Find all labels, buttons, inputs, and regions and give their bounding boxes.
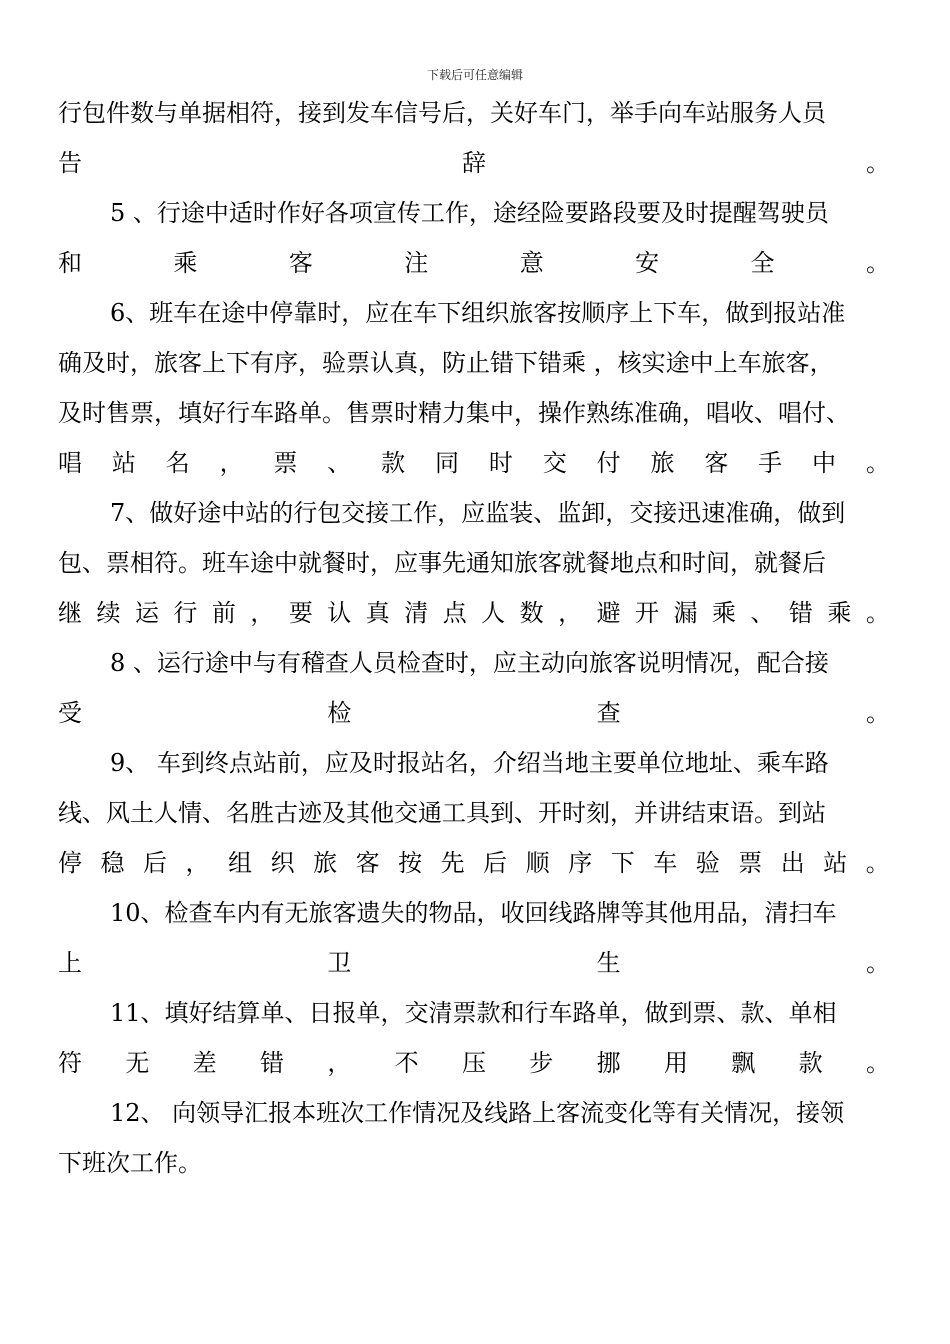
text-char: 下 bbox=[610, 849, 635, 877]
text-char: 停 bbox=[58, 849, 82, 877]
text-line bbox=[58, 1038, 890, 1088]
text-line: 10、检查车内有无旅客遗失的物品，收回线路牌等其他用品，清扫车 bbox=[110, 899, 837, 927]
text-line: 5 、行途中适时作好各项宣传工作，途经险要路段要及时提醒驾驶员 bbox=[110, 199, 829, 227]
text-char: 款 bbox=[798, 1049, 823, 1077]
text-char: 后 bbox=[143, 849, 168, 877]
text-line: 确及时，旅客上下有序，验票认真，防止错下错乘 ，核实途中上车旅客， bbox=[58, 349, 834, 377]
text-char: 清 bbox=[404, 599, 429, 627]
text-char: 顺 bbox=[525, 849, 550, 877]
text-char: 。 bbox=[865, 949, 890, 977]
text-char: 飘 bbox=[731, 1049, 756, 1077]
text-char: 续 bbox=[96, 599, 121, 627]
text-char: 真 bbox=[365, 599, 390, 627]
text-char: 织 bbox=[270, 849, 295, 877]
text-char: ， bbox=[219, 449, 244, 477]
text-char: 后 bbox=[483, 849, 508, 877]
text-char: 受 bbox=[58, 699, 82, 727]
text-char: 前 bbox=[211, 599, 236, 627]
text-char: 。 bbox=[865, 849, 890, 877]
text-char: 旅 bbox=[313, 849, 338, 877]
text-char: ， bbox=[558, 599, 583, 627]
text-char: 运 bbox=[134, 599, 159, 627]
text-line: 下班次工作。 bbox=[58, 1149, 202, 1177]
text-char: 。 bbox=[865, 249, 890, 277]
text-line bbox=[58, 238, 890, 288]
text-char: 安 bbox=[635, 249, 660, 277]
text-char: 组 bbox=[228, 849, 253, 877]
text-char: 卫 bbox=[327, 949, 352, 977]
text-line: 11、填好结算单、日报单，交清票款和行车路单，做到票、款、单相 bbox=[110, 999, 837, 1027]
text-line: 及时售票，填好行车路单。售票时精力集中，操作熟练准确，唱收、唱付、 bbox=[58, 399, 850, 427]
text-char: 付 bbox=[596, 449, 621, 477]
text-char: 乘 bbox=[173, 249, 198, 277]
text-char: 注 bbox=[404, 249, 429, 277]
text-line: 8 、运行途中与有稽查人员检查时，应主动向旅客说明情况，配合接 bbox=[110, 649, 829, 677]
text-char: 验 bbox=[695, 849, 720, 877]
text-char: 、 bbox=[327, 449, 352, 477]
text-char: 差 bbox=[192, 1049, 217, 1077]
text-char: 符 bbox=[58, 1049, 82, 1077]
text-char: 全 bbox=[750, 249, 775, 277]
text-char: 查 bbox=[596, 699, 621, 727]
text-char: 步 bbox=[529, 1049, 554, 1077]
text-line: 12、 向领导汇报本班次工作情况及线路上客流变化等有关情况，接领 bbox=[110, 1099, 845, 1127]
text-char: 票 bbox=[273, 449, 298, 477]
text-char: 要 bbox=[288, 599, 313, 627]
text-char: 行 bbox=[173, 599, 198, 627]
text-char: 序 bbox=[568, 849, 593, 877]
text-char: 压 bbox=[461, 1049, 486, 1077]
page-header: 下载后可任意编辑 bbox=[426, 68, 523, 82]
text-char: 款 bbox=[381, 449, 406, 477]
text-char: ， bbox=[327, 1049, 352, 1077]
text-char: 漏 bbox=[673, 599, 698, 627]
text-char: 无 bbox=[125, 1049, 150, 1077]
text-char: 中 bbox=[812, 449, 837, 477]
text-char: 不 bbox=[394, 1049, 419, 1077]
text-char: 用 bbox=[663, 1049, 688, 1077]
text-char: 客 bbox=[704, 449, 729, 477]
text-char: 认 bbox=[327, 599, 352, 627]
text-char: 乘 bbox=[711, 599, 736, 627]
text-char: 站 bbox=[823, 849, 848, 877]
text-char: 开 bbox=[635, 599, 660, 627]
text-char: 唱 bbox=[58, 449, 82, 477]
text-char: 检 bbox=[327, 699, 352, 727]
text-char: 客 bbox=[288, 249, 313, 277]
text-line: 7、做好途中站的行包交接工作，应监装、监卸，交接迅速准确，做到 bbox=[110, 499, 846, 527]
text-char: 点 bbox=[442, 599, 467, 627]
text-char: 时 bbox=[488, 449, 513, 477]
text-char: 挪 bbox=[596, 1049, 621, 1077]
text-char: 乘 bbox=[827, 599, 852, 627]
text-line: 行包件数与单据相符，接到发车信号后，关好车门，举手向车站服务人员 bbox=[58, 99, 826, 127]
text-char: 意 bbox=[519, 249, 544, 277]
text-char: 交 bbox=[542, 449, 567, 477]
text-line bbox=[58, 588, 890, 638]
text-char: 出 bbox=[780, 849, 805, 877]
text-line: 6、班车在途中停靠时，应在车下组织旅客按顺序上下车，做到报站准 bbox=[110, 299, 846, 327]
text-char: 。 bbox=[865, 449, 890, 477]
text-char: 稳 bbox=[100, 849, 125, 877]
text-char: 。 bbox=[865, 1049, 890, 1077]
text-char: 客 bbox=[355, 849, 380, 877]
text-char: 站 bbox=[111, 449, 136, 477]
text-char: 旅 bbox=[650, 449, 675, 477]
text-char: 。 bbox=[865, 699, 890, 727]
text-char: 数 bbox=[519, 599, 544, 627]
text-char: 和 bbox=[58, 249, 82, 277]
text-line: 9、 车到终点站前，应及时报站名，介绍当地主要单位地址、乘车路 bbox=[110, 749, 829, 777]
text-char: 先 bbox=[440, 849, 465, 877]
text-line bbox=[58, 688, 890, 738]
text-line bbox=[58, 838, 890, 888]
text-char: 上 bbox=[58, 949, 82, 977]
text-line: 包、票相符。班车途中就餐时，应事先通知旅客就餐地点和时间，就餐后 bbox=[58, 549, 826, 577]
text-char: 车 bbox=[653, 849, 678, 877]
text-char: 同 bbox=[435, 449, 460, 477]
text-char: 错 bbox=[788, 599, 813, 627]
text-char: 、 bbox=[750, 599, 775, 627]
text-char: 告 bbox=[58, 149, 82, 177]
text-char: 辞 bbox=[462, 149, 486, 177]
text-char: 继 bbox=[58, 599, 82, 627]
text-char: ， bbox=[185, 849, 210, 877]
text-char: 按 bbox=[398, 849, 423, 877]
text-char: 票 bbox=[738, 849, 763, 877]
text-char: 手 bbox=[758, 449, 783, 477]
text-char: 名 bbox=[165, 449, 190, 477]
text-line bbox=[58, 938, 890, 988]
text-char: 。 bbox=[866, 149, 890, 177]
text-char: 。 bbox=[865, 599, 890, 627]
text-char: 人 bbox=[481, 599, 506, 627]
text-line: 线、风土人情、名胜古迹及其他交通工具到、开时刻，并讲结束语。到站 bbox=[58, 799, 826, 827]
text-char: 生 bbox=[596, 949, 621, 977]
text-char: 避 bbox=[596, 599, 621, 627]
text-line bbox=[58, 138, 890, 188]
text-char: ， bbox=[250, 599, 275, 627]
text-line bbox=[58, 438, 890, 488]
document-body bbox=[58, 88, 890, 1188]
text-char: 错 bbox=[259, 1049, 284, 1077]
